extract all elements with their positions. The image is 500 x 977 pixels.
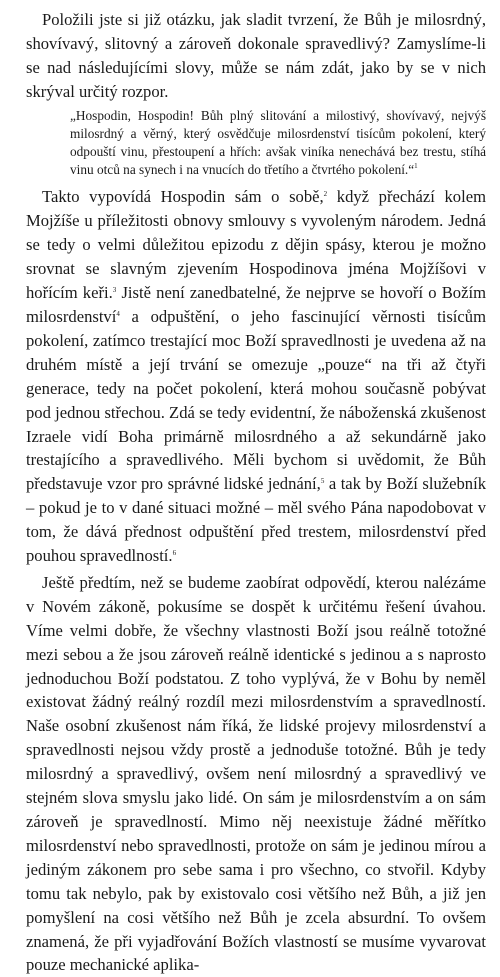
footnote-mark: 5 (320, 477, 325, 486)
footnote-mark: 4 (116, 309, 120, 318)
footnote-mark: 2 (323, 190, 328, 199)
footnote-mark: 3 (112, 286, 117, 295)
paragraph-text: Takto vypovídá Hospodin sám o sobě, (42, 187, 324, 207)
paragraph-text: když přechází kolem Mojžíše u příležitosti obnovy smlouvy s vyvoleným národem. Jedná se tedy o velmi důležitou epizodu z dějin spásy, kterou je možno srovnat se slavným zjevením Hospodinova jména Mojžíšovi v hořícím keři. (26, 187, 486, 303)
block-quote-text: „Hospodin, Hospodin! Bůh plný slitování a milostivý, shovívavý, nejvýš milosrdný a věrný, který osvědčuje milosrdenství tisícům pokolení, který odpouští vinu, přestoupení a hřích: avšak viníka nenechává bez trestu, stíhá vinu otců na synech i na vnucích do třetího a čtvrtého pokolení.“ (70, 107, 486, 178)
paragraph-novy-zakon (26, 571, 486, 977)
paragraph-text: a tak by Boží služebník – pokud je to v dané situaci možné – měl svého Pána napodobovat v tom, že dává přednost odpuštění před trestem, milosrdenství před pouhou spravedlností. (26, 474, 486, 566)
paragraph-intro-text: Položili jste si již otázku, jak sladit tvrzení, že Bůh je milosrdný, shovívavý, slitovný a zároveň dokonale spravedlivý? Zamyslíme-li se nad následujícími slovy, může se nám zdát, jako by se v nich skrýval určitý rozpor. (26, 10, 486, 101)
footnote-mark: 1 (414, 162, 418, 171)
paragraph-hospodin (26, 185, 486, 568)
footnote-mark: 6 (172, 549, 177, 558)
block-quote (70, 107, 486, 180)
paragraph-text: Ještě předtím, než se budeme zaobírat odpovědí, kterou nalézáme v Novém zákoně, pokusíme se dospět k určitému řešení úvahou. Víme velmi dobře, že všechny vlastnosti Boží jsou reálně totožné mezi sebou a že jsou zároveň reálně identické s jedinou a s naprosto jednoduchou Boží podstatou. Z toho vyplývá, že v Bohu by neměl existovat žádný reálný rozdíl mezi milosrdenstvím a spravedlností. Naše osobní zkušenost nám říká, že lidské projevy milosrdenství a spravedlnosti nejsou vždy prostě a jednoduše totožné. Bůh je tedy milosrdný a spravedlivý, ovšem není milosrdný a spravedlivý ve stejném slova smyslu jako lidé. On sám je milosrdenstvím a on sám zároveň je spravedlností. Mimo něj neexistuje žádné měřítko milosrdenství nebo spravedlnosti, protože on sám je jedinou mírou a jediným zákonem pro sebe sama i pro všechno, co stvořil. Kdyby tomu tak nebylo, pak by existovalo cosi většího než Bůh, a již jen pomyšlení na cosi většího než Bůh je zcela absurdní. To ovšem znamená, že při vyjadřování Božích vlastností se musíme vyvarovat pouze mechanické aplika- (26, 572, 486, 975)
book-page (26, 8, 486, 977)
paragraph-intro (26, 8, 486, 104)
paragraph-text: Jistě není zanedbatelné, že nejprve se hovoří o Božím milosrdenství (26, 283, 486, 326)
paragraph-text: a odpuštění, o jeho fascinující věrnosti tisícům pokolení, zatímco trestající moc Boží spravedlnosti je uvedena až na druhém místě a její trvání se omezuje „pouze“ na tři až čtyři generace, tedy na počet pokolení, která mohou současně pobývat pod jednou střechou. Zdá se tedy evidentní, že náboženská zkušenost Izraele vidí Boha primárně milosrdného a až sekundárně jako trestajícího a spravedlivého. Měli bychom si uvědomit, že Bůh představuje vzor pro správné lidské jednání, (26, 306, 486, 494)
